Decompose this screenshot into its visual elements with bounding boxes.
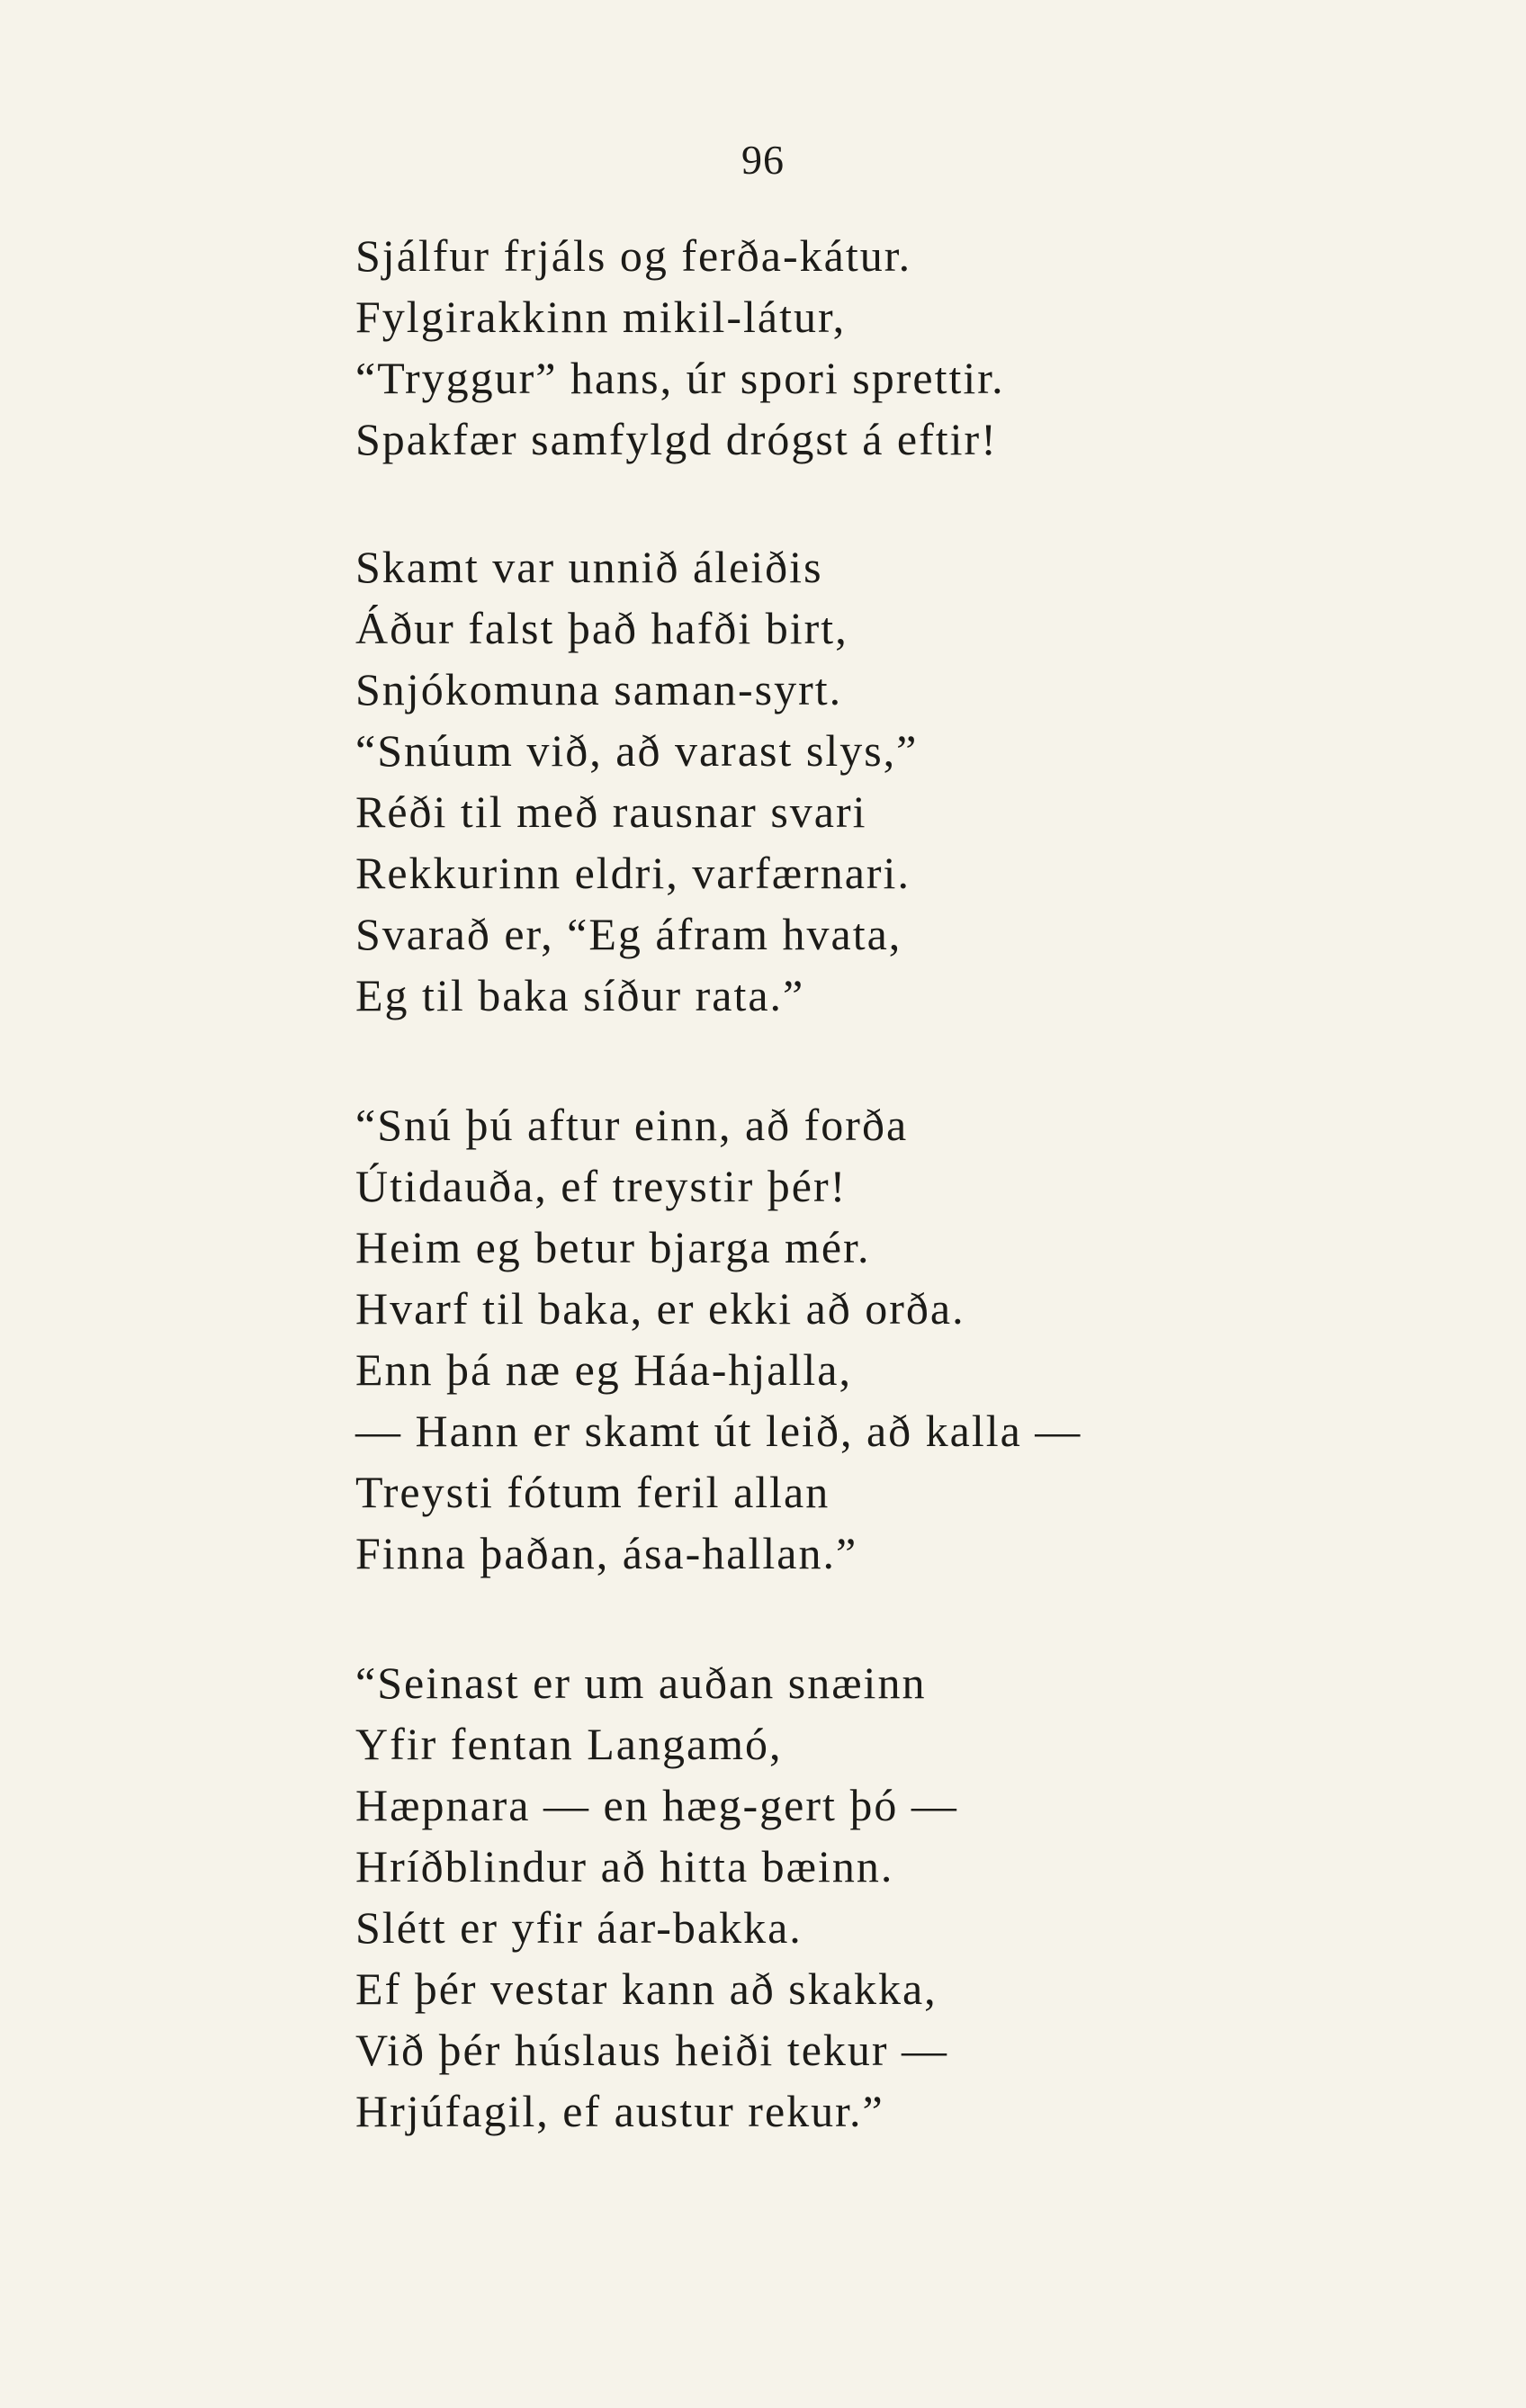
- verse-line: “Tryggur” hans, úr spori sprettir.: [355, 353, 1005, 403]
- verse-line: Treysti fótum feril allan: [355, 1467, 830, 1517]
- stanza-1: [355, 225, 1435, 470]
- verse-line: Rekkurinn eldri, varfærnari.: [355, 848, 911, 898]
- verse-line: Eg til baka síður rata.”: [355, 970, 805, 1020]
- verse-line: Hrjúfagil, ef austur rekur.”: [355, 2086, 884, 2136]
- verse-line: “Snú þú aftur einn, að forða: [355, 1100, 909, 1150]
- verse-line: “Snúum við, að varast slys,”: [355, 725, 919, 776]
- stanza-2: [355, 536, 1435, 1026]
- verse-line: Finna þaðan, ása-hallan.”: [355, 1528, 858, 1578]
- verse-line: Áður falst það hafði birt,: [355, 603, 848, 653]
- verse-line: Hvarf til baka, er ekki að orða.: [355, 1283, 965, 1334]
- verse-line: Snjókomuna saman-syrt.: [355, 664, 843, 714]
- verse-line: Enn þá næ eg Háa-hjalla,: [355, 1344, 852, 1395]
- stanza-3: [355, 1094, 1435, 1584]
- verse-line: Yfir fentan Langamó,: [355, 1719, 783, 1769]
- stanza-4: [355, 1652, 1435, 2142]
- verse-line: Skamt var unnið áleiðis: [355, 542, 823, 592]
- verse-line: Spakfær samfylgd drógst á eftir!: [355, 414, 998, 464]
- verse-line: Réði til með rausnar svari: [355, 786, 867, 837]
- verse-line: Við þér húslaus heiði tekur —: [355, 2025, 949, 2075]
- verse-line: Fylgirakkinn mikil-látur,: [355, 292, 847, 342]
- verse-line: — Hann er skamt út leið, að kalla —: [355, 1406, 1082, 1456]
- verse-line: Útidauða, ef treystir þér!: [355, 1161, 848, 1211]
- verse-line: Hríðblindur að hitta bæinn.: [355, 1841, 894, 1891]
- verse-line: “Seinast er um auðan snæinn: [355, 1658, 927, 1708]
- verse-line: Svarað er, “Eg áfram hvata,: [355, 909, 902, 959]
- verse-line: Slétt er yfir áar-bakka.: [355, 1902, 803, 1953]
- page-number: 96: [741, 137, 785, 183]
- verse-line: Ef þér vestar kann að skakka,: [355, 1963, 938, 2014]
- verse-line: Hæpnara — en hæg-gert þó —: [355, 1780, 958, 1830]
- verse-line: Sjálfur frjáls og ferða-kátur.: [355, 230, 912, 281]
- verse-line: Heim eg betur bjarga mér.: [355, 1222, 871, 1272]
